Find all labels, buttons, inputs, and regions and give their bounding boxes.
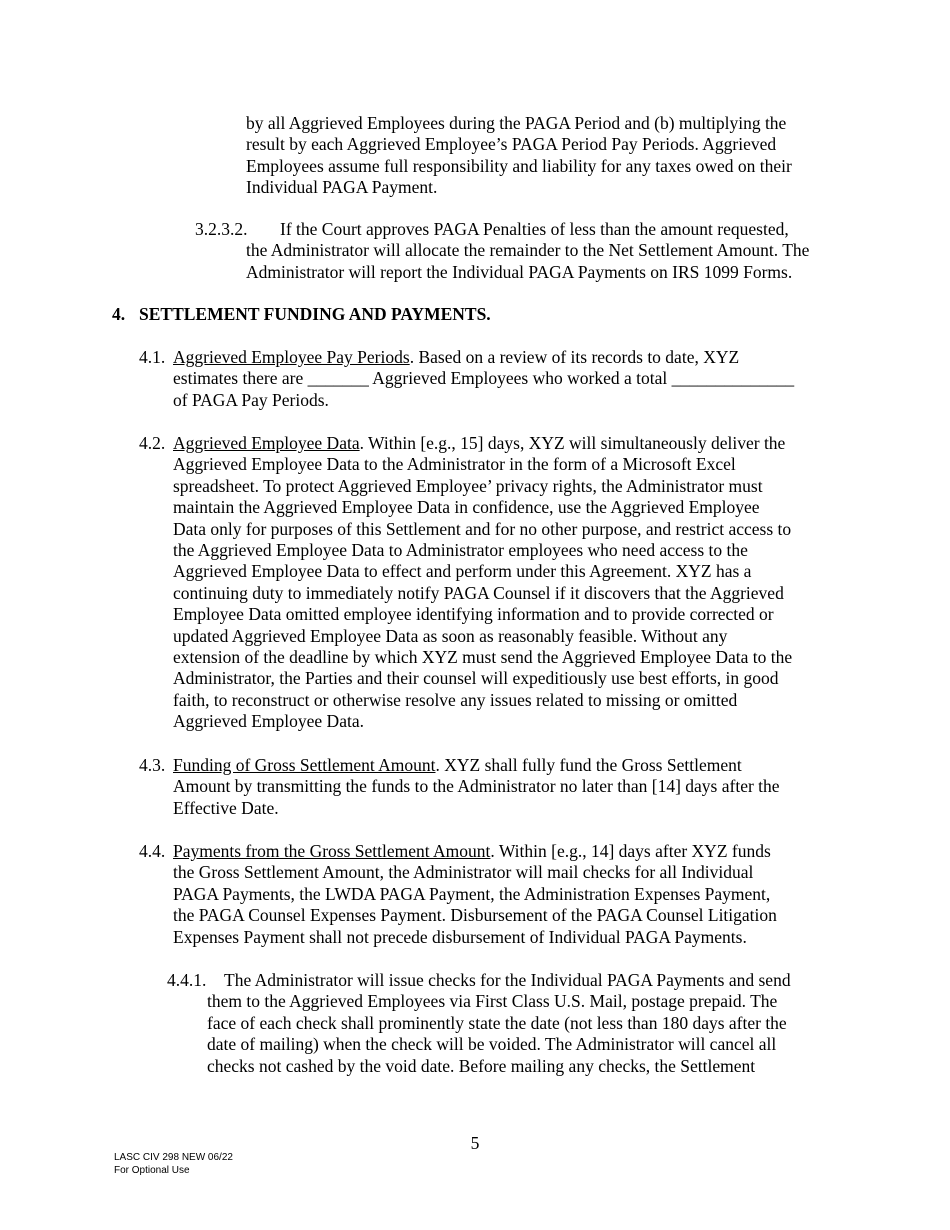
text-line: spreadsheet. To protect Aggrieved Employee’ privacy rights, the Administrator must [173,475,763,496]
clause-heading: Aggrieved Employee Data [173,433,360,453]
clause-text: . Within [e.g., 15] days, XYZ will simultaneously deliver the [359,433,786,453]
text-line: checks not cashed by the void date. Before mailing any checks, the Settlement [207,1055,756,1076]
text-line: Aggrieved Employee Data to the Administrator in the form of a Microsoft Excel [173,454,736,475]
clause-text: . XYZ shall fully fund the Gross Settlement [435,755,742,775]
paragraph-4-1 [139,347,739,368]
paragraph-3-2-3-2-body [246,240,809,283]
text-line: Expenses Payment shall not precede disbursement of Individual PAGA Payments. [173,926,747,947]
paragraph-3-2-3-1-continuation [246,113,792,199]
clause-number: 3.2.3.2. [195,219,248,239]
paragraph-4-4-1 [167,970,791,991]
text-line: Administrator will report the Individual PAGA Payments on IRS 1099 Forms. [246,261,793,282]
clause-number: 4.3. [139,755,166,775]
form-code: LASC CIV 298 NEW 06/22 [114,1152,233,1163]
text-line: face of each check shall prominently state the date (not less than 180 days after the [207,1012,787,1033]
text-line: Data only for purposes of this Settlement and for no other purpose, and restrict access to [173,518,792,539]
text-line: the Gross Settlement Amount, the Administrator will mail checks for all Individual [173,862,754,883]
text-line: by all Aggrieved Employees during the PAGA Period and (b) multiplying the [246,113,787,133]
page-footer [114,1152,233,1177]
clause-text: . Based on a review of its records to date, XYZ [409,347,740,367]
clause-text: The Administrator will issue checks for the Individual PAGA Payments and send [224,970,791,990]
paragraph-4-3 [139,755,742,776]
text-line: faith, to reconstruct or otherwise resolve any issues related to missing or omitted [173,689,738,710]
clause-heading: Payments from the Gross Settlement Amount [173,841,491,861]
text-line: maintain the Aggrieved Employee Data in confidence, use the Aggrieved Employee [173,497,760,518]
text-line: Aggrieved Employee Data to effect and perform under this Agreement. XYZ has a [173,561,752,582]
page-number: 5 [470,1133,480,1153]
text-line: the PAGA Counsel Expenses Payment. Disbursement of the PAGA Counsel Litigation [173,905,777,926]
text-line: them to the Aggrieved Employees via First Class U.S. Mail, postage prepaid. The [207,991,778,1012]
text-line: estimates there are _______ Aggrieved Employees who worked a total ______________ [173,368,795,389]
clause-heading: Aggrieved Employee Pay Periods [173,347,410,367]
text-line [139,841,771,862]
section-number: 4. [112,304,126,324]
clause-text: If the Court approves PAGA Penalties of less than the amount requested, [280,219,789,239]
text-line: Individual PAGA Payment. [246,177,438,198]
text-line: Effective Date. [173,797,279,818]
paragraph-4-3-body [173,776,780,819]
clause-number: 4.2. [139,433,166,453]
text-line [167,970,791,991]
text-line [195,219,789,240]
paragraph-4-1-body [173,368,794,411]
paragraph-4-4-body [173,862,777,948]
text-line: Aggrieved Employee Data. [173,711,364,732]
paragraph-3-2-3-2 [195,219,789,240]
paragraph-4-4-1-body [207,991,787,1077]
paragraph-4-2-body [173,454,792,732]
text-line [139,347,739,368]
text-line [139,755,742,776]
text-line: of PAGA Pay Periods. [173,389,329,410]
text-line: the Administrator will allocate the remainder to the Net Settlement Amount. The [246,240,810,261]
clause-number: 4.4.1. [167,970,207,990]
clause-heading: Funding of Gross Settlement Amount [173,755,436,775]
paragraph-4-2 [139,433,785,454]
text-line: date of mailing) when the check will be voided. The Administrator will cancel all [207,1034,777,1055]
text-line: PAGA Payments, the LWDA PAGA Payment, the Administration Expenses Payment, [173,883,771,904]
text-line: Employee Data omitted employee identifying information and to provide corrected or [173,604,774,625]
section-4-heading [112,304,491,325]
text-line: continuing duty to immediately notify PAGA Counsel if it discovers that the Aggrieved [173,582,784,603]
clause-number: 4.4. [139,841,166,861]
clause-text: . Within [e.g., 14] days after XYZ funds [490,841,771,861]
clause-number: 4.1. [139,347,166,367]
optional-use-note: For Optional Use [114,1164,190,1176]
text-line [139,433,785,454]
text-line: Amount by transmitting the funds to the Administrator no later than [14] days after the [173,776,780,797]
text-line: Employees assume full responsibility and liability for any taxes owed on their [246,155,792,176]
text-line: result by each Aggrieved Employee’s PAGA Period Pay Periods. Aggrieved [246,134,777,155]
section-title: SETTLEMENT FUNDING AND PAYMENTS. [139,304,491,324]
text-line: Administrator, the Parties and their counsel will expeditiously use best efforts, in good [173,668,779,689]
text-line: the Aggrieved Employee Data to Administrator employees who need access to the [173,540,748,561]
text-line: updated Aggrieved Employee Data as soon as reasonably feasible. Without any [173,625,728,646]
text-line: extension of the deadline by which XYZ must send the Aggrieved Employee Data to the [173,647,793,668]
paragraph-4-4 [139,841,771,862]
